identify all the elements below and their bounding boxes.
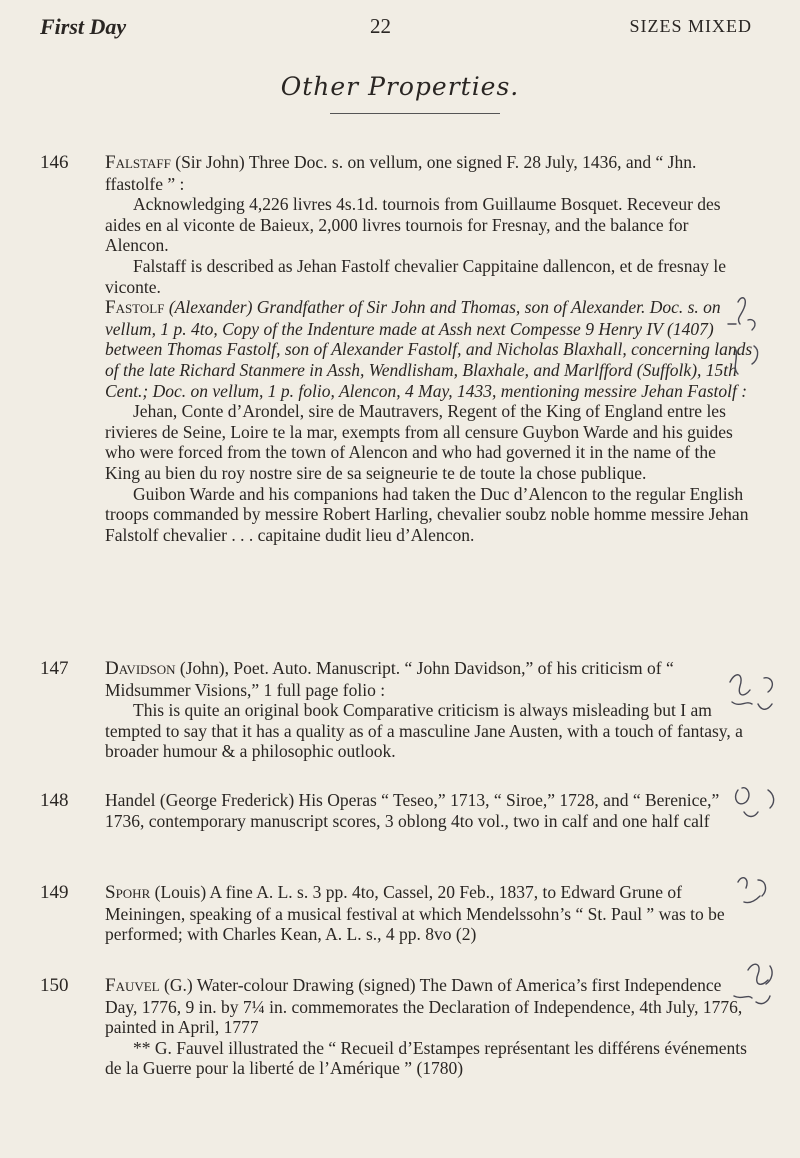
lot-text: (Alexander) Grandfather of Sir John and Thomas, son of Alexander. Doc. s. on vellum, 1 p. 4to, Copy of the Indenture made at Assh next Compesse 9 Henry IV (1407) between Thomas Fastolf, son of Alexander Fastolf, and Nicholas Blaxhall, concerning lands of the late Richard Stanmere in Assh, Wendlisham, Blaxhale, and Marlfford (Suffolk), 15th Cent.; Doc. on vellum, 1 p. folio, Alencon, 4 May, 1433, mentioning messire Jehan Fastolf : <box>105 297 753 401</box>
lot-description <box>105 975 755 1079</box>
lot-paragraph <box>105 297 755 401</box>
lot-paragraph: Acknowledging 4,226 livres 4s.1d. tournois from Guillaume Bosquet. Receveur des aides en al viconte de Baieux, 2,000 livres tournois for Fresnay, and the balance for Alencon. <box>105 194 721 256</box>
lot-lead: Falstaff <box>105 152 171 173</box>
lot-paragraph <box>105 882 755 945</box>
lot-description <box>105 882 755 945</box>
lot-text: (John), Poet. Auto. Manuscript. “ John Davidson,” of his criticism of “ Midsummer Visions,” 1 full page folio : <box>105 658 674 700</box>
header-right: SIZES MIXED <box>629 16 752 36</box>
lot-paragraph <box>105 975 755 1038</box>
lot-paragraph: Handel (George Frederick) His Operas “ Teseo,” 1713, “ Siroe,” 1728, and “ Berenice,” 1736, contemporary manuscript scores, 3 oblong 4to vol., two in calf and one half calf <box>105 790 720 831</box>
lot-paragraph: This is quite an original book Comparative criticism is always misleading but I am tempted to say that it has a quality as of a masculine Jane Austen, with a touch of fantasy, a broader humour & a philosophic outlook. <box>105 700 743 762</box>
lot-lead: Davidson <box>105 658 176 679</box>
page-header <box>40 14 752 42</box>
handwritten-annotations <box>708 290 798 1090</box>
title-rule <box>330 113 500 114</box>
lot-description <box>105 790 755 831</box>
lot-number: 147 <box>40 658 69 679</box>
lot-lead: Fastolf <box>105 297 165 319</box>
lot-number: 150 <box>40 975 69 996</box>
lot-paragraph: Guibon Warde and his companions had taken the Duc d’Alencon to the regular English troops commanded by messire Robert Harling, chevalier soubz noble homme messire Jehan Falstolf chevalier . . . capitaine dudit lieu d’Alencon. <box>105 483 749 545</box>
lot-lead: Spohr <box>105 882 151 903</box>
lot-number: 146 <box>40 152 69 173</box>
lot-number: 149 <box>40 882 69 903</box>
lot-text: (G.) Water-colour Drawing (signed) The Dawn of America’s first Independence Day, 1776, 9 in. by 7¼ in. commemorates the Declaration of Independence, 4th July, 1776, painted in April, 1777 <box>105 975 743 1038</box>
lot-number: 148 <box>40 790 69 811</box>
lot-description <box>105 152 755 545</box>
lot-text: (Sir John) Three Doc. s. on vellum, one signed F. 28 July, 1436, and “ Jhn. ffastolfe ” : <box>105 152 697 194</box>
lot-description <box>105 658 755 762</box>
header-left: First Day <box>40 14 127 39</box>
lot-lead: Fauvel <box>105 975 160 996</box>
lot-text: (Louis) A fine A. L. s. 3 pp. 4to, Cassel, 20 Feb., 1837, to Edward Grune of Meiningen, speaking of a musical festival at which Mendelssohn’s “ St. Paul ” was to be performed; with Charles Kean, A. L. s., 4 pp. 8vo (2) <box>105 882 725 945</box>
lot-paragraph <box>105 658 755 700</box>
lot-paragraph: ** G. Fauvel illustrated the “ Recueil d’Estampes représentant les différens événements de la Guerre pour la liberté de l’Amérique ” (1780) <box>105 1037 747 1079</box>
lot-paragraph <box>105 152 755 194</box>
lot-paragraph: Falstaff is described as Jehan Fastolf chevalier Cappitaine dallencon, et de fresnay le viconte. <box>105 255 727 297</box>
lot-paragraph: Jehan, Conte d’Arondel, sire de Mautravers, Regent of the King of England entre les rivieres de Seine, Loire te la mar, exempts from all censure Guybon Warde and his guides who were forced from the town of Alencon and who had governed it in the name of the King au bien du roy nostre sire de sa seigneurie te de toute la chose publique. <box>105 401 733 483</box>
section-title: Other Properties. <box>280 72 520 101</box>
page-number: 22 <box>370 14 391 38</box>
